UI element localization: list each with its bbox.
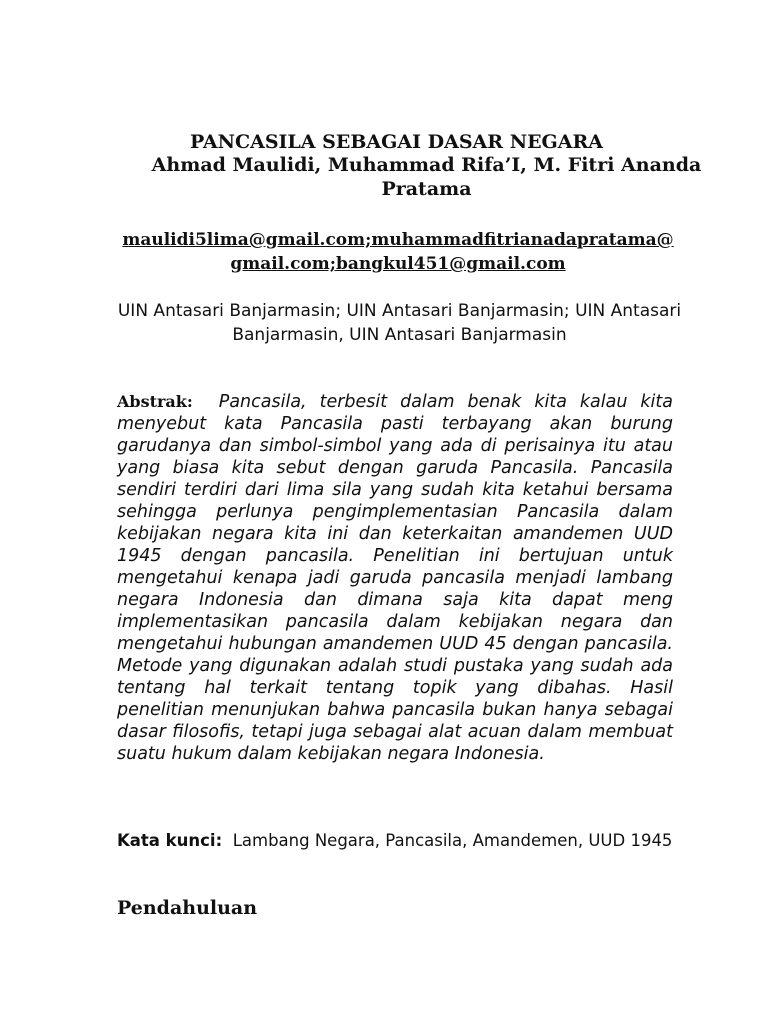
keywords-text: Lambang Negara, Pancasila, Amandemen, UUD 1945 xyxy=(232,831,673,850)
section-heading: Pendahuluan xyxy=(117,897,258,919)
abstract xyxy=(117,391,673,765)
author-emails[interactable]: maulidi5lima@gmail.com;muhammadfitrianadapratama@gmail.com;bangkul451@gmail.com xyxy=(122,230,674,274)
keywords xyxy=(117,831,679,851)
abstract-label: Abstrak: xyxy=(117,392,193,411)
abstract-text: Pancasila, terbesit dalam benak kita kalau kita menyebut kata Pancasila pasti terbayang akan burung garudanya dan simbol-simbol yang ada di perisainya itu atau yang biasa kita sebut dengan garuda Pancasila. Pancasila sendiri terdiri dari lima sila yang sudah kita ketahui bersama sehingga perlunya pengimplementasian Pancasila dalam kebijakan negara kita ini dan keterkaitan amandemen UUD 1945 dengan pancasila. Penelitian ini bertujuan untuk mengetahui kenapa jadi garuda pancasila menjadi lambang negara Indonesia dan dimana saja kita dapat meng implementasikan pancasila dalam kebijakan negara dan mengetahui hubungan amandemen UUD 45 dengan pancasila. Metode yang digunakan adalah studi pustaka yang sudah ada tentang hal terkait tentang topik yang dibahas. Hasil penelitian menunjukan bahwa pancasila bukan hanya sebagai dasar filosofis, tetapi juga sebagai alat acuan dalam membuat suatu hukum dalam kebijakan negara Indonesia. xyxy=(117,392,673,764)
author-affiliations: UIN Antasari Banjarmasin; UIN Antasari Banjarmasin; UIN Antasari Banjarmasin, UIN Antasari Banjarmasin xyxy=(117,301,682,345)
author-list: Ahmad Maulidi, Muhammad Rifa’I, M. Fitri Ananda Pratama xyxy=(151,154,702,200)
paper-title: PANCASILA SEBAGAI DASAR NEGARA xyxy=(189,131,604,153)
keywords-label: Kata kunci: xyxy=(117,831,223,850)
